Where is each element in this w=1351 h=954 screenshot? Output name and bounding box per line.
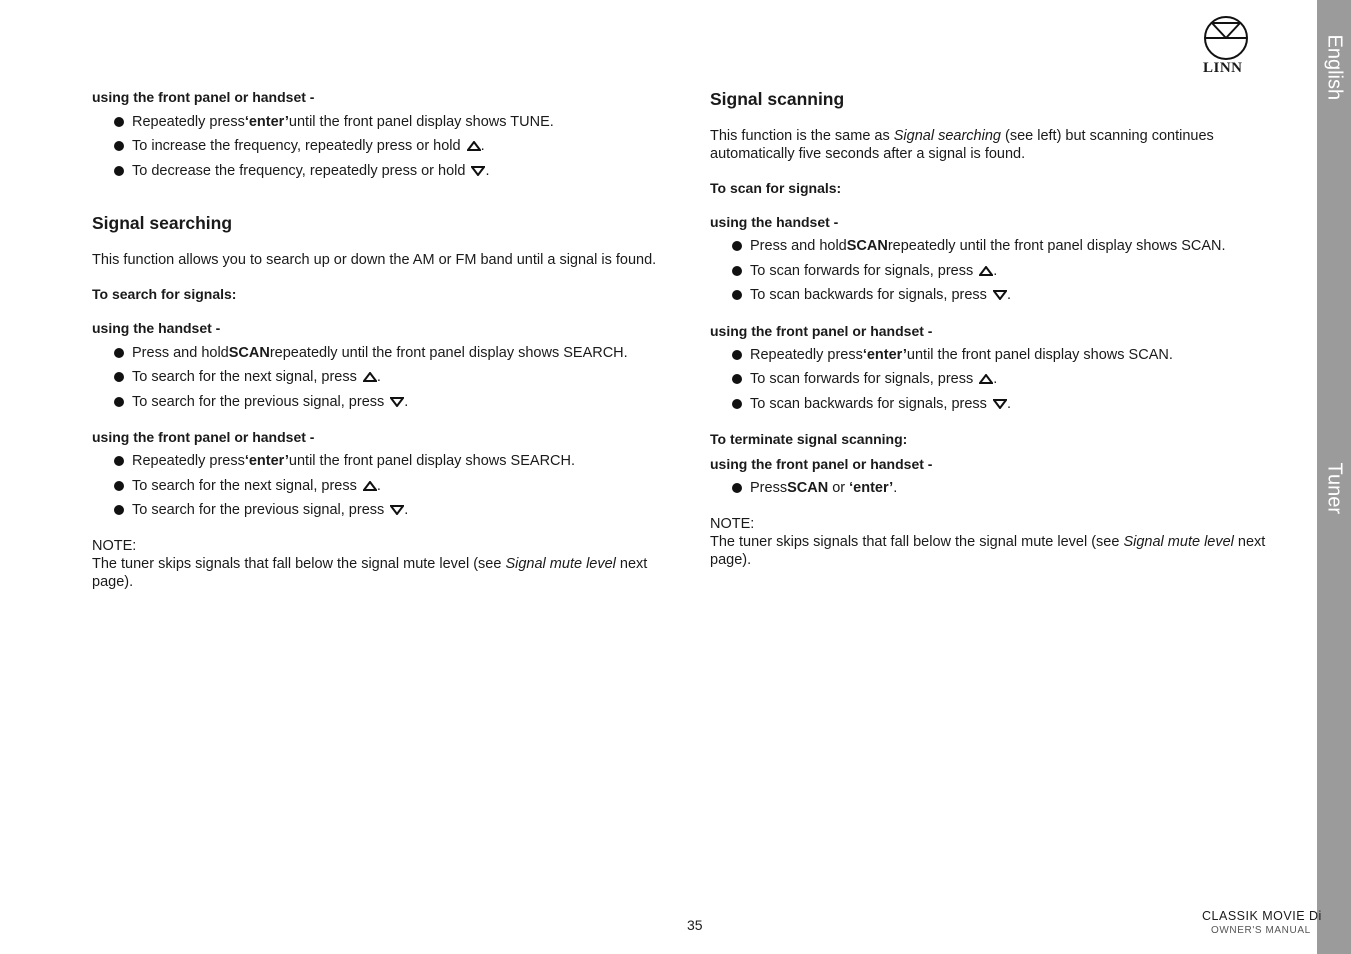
note: NOTE: The tuner skips signals that fall below the signal mute level (see Signal mute level next page). (92, 538, 648, 590)
panel-subheading: using the front panel or handset - (710, 323, 933, 339)
bullet-icon (732, 399, 742, 409)
panel-subheading: using the front panel or handset - (92, 429, 315, 445)
list-item: Press and hold SCAN repeatedly until the front panel display shows SCAN. (732, 238, 1226, 254)
list-item: Press SCAN or ‘enter’ . (732, 480, 897, 496)
section-tab[interactable]: Tuner (1323, 462, 1346, 515)
bullet-icon (114, 372, 124, 382)
bullet-icon (114, 456, 124, 466)
manual-name: OWNER'S MANUAL (1211, 925, 1311, 936)
terminate-label: To terminate signal scanning: (710, 431, 908, 447)
language-tab[interactable]: English (1323, 34, 1346, 101)
logo-wordmark: LINN (1203, 60, 1243, 76)
bullet-icon (114, 141, 124, 151)
list-item: Repeatedly press ‘enter’ until the front panel display shows TUNE. (114, 114, 554, 130)
terminate-subheading: using the front panel or handset - (710, 456, 933, 472)
down-arrow-icon (390, 505, 404, 515)
down-arrow-icon (993, 290, 1007, 300)
bullet-icon (114, 481, 124, 491)
list-item: To scan backwards for signals, press . (732, 287, 1011, 303)
bullet-icon (732, 290, 742, 300)
intro-text: This function is the same as Signal searching (see left) but scanning continues automatically five seconds after a signal is found. (710, 128, 1214, 162)
to-search-label: To search for signals: (92, 286, 237, 302)
bullet-icon (732, 483, 742, 493)
up-arrow-icon (363, 481, 377, 491)
list-item: To search for the next signal, press . (114, 478, 381, 494)
list-item: Repeatedly press ‘enter’ until the front panel display shows SCAN. (732, 347, 1173, 363)
bullet-icon (732, 266, 742, 276)
section-sidebar (1317, 0, 1351, 954)
up-arrow-icon (363, 372, 377, 382)
list-item: To decrease the frequency, repeatedly press or hold . (114, 163, 489, 179)
up-arrow-icon (467, 141, 481, 151)
bullet-icon (114, 117, 124, 127)
section-heading: Signal scanning (710, 89, 845, 109)
to-scan-label: To scan for signals: (710, 180, 842, 196)
left-top-subheading: using the front panel or handset - (92, 89, 315, 105)
note: NOTE: The tuner skips signals that fall below the signal mute level (see Signal mute level next page). (710, 516, 1266, 568)
handset-subheading: using the handset - (92, 320, 221, 336)
bullet-icon (114, 348, 124, 358)
bullet-icon (114, 397, 124, 407)
down-arrow-icon (993, 399, 1007, 409)
list-item: To search for the previous signal, press . (114, 502, 408, 518)
list-item: To scan forwards for signals, press . (732, 263, 997, 279)
down-arrow-icon (471, 166, 485, 176)
intro-text: This function allows you to search up or down the AM or FM band until a signal is found. (92, 252, 657, 268)
bullet-icon (114, 505, 124, 515)
list-item: To scan forwards for signals, press . (732, 371, 997, 387)
bullet-icon (732, 241, 742, 251)
handset-subheading: using the handset - (710, 214, 839, 230)
down-arrow-icon (390, 397, 404, 407)
list-item: To scan backwards for signals, press . (732, 396, 1011, 412)
bullet-icon (114, 166, 124, 176)
up-arrow-icon (979, 266, 993, 276)
bullet-icon (732, 350, 742, 360)
list-item: To search for the previous signal, press . (114, 394, 408, 410)
bullet-icon (732, 374, 742, 384)
up-arrow-icon (979, 374, 993, 384)
list-item: To increase the frequency, repeatedly press or hold . (114, 138, 485, 154)
list-item: Press and hold SCAN repeatedly until the front panel display shows SEARCH. (114, 345, 628, 361)
list-item: Repeatedly press ‘enter’ until the front panel display shows SEARCH. (114, 453, 575, 469)
page-number: 35 (687, 917, 703, 933)
list-item: To search for the next signal, press . (114, 369, 381, 385)
product-name: CLASSIK MOVIE Di (1202, 909, 1322, 923)
section-heading: Signal searching (92, 213, 233, 233)
